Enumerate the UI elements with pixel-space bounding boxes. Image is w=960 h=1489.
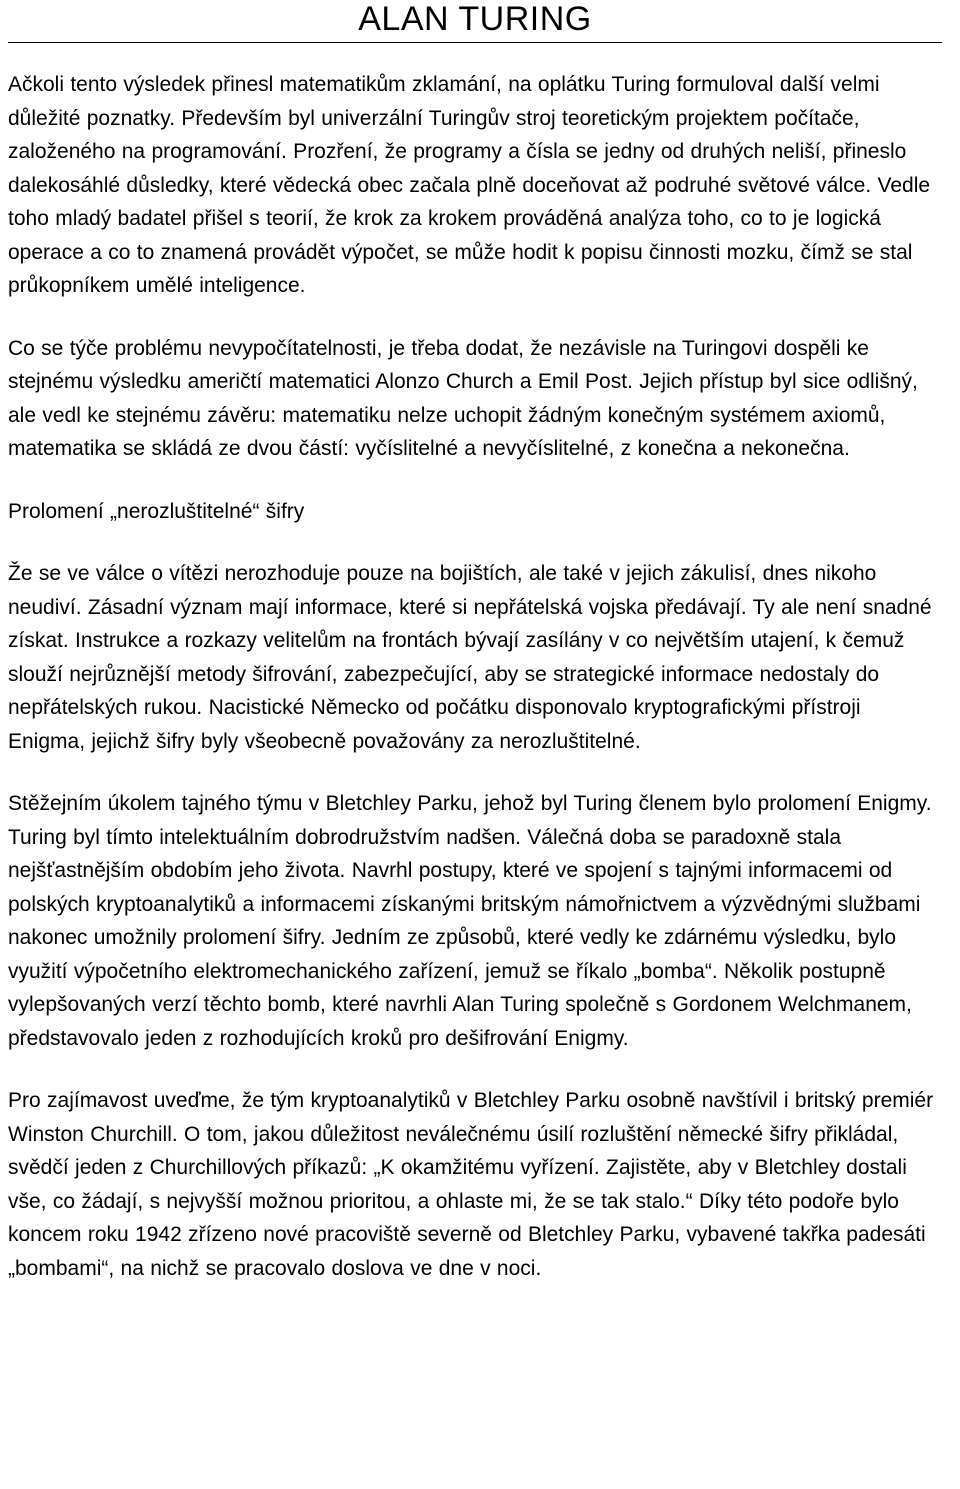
paragraph-enigma: Že se ve válce o vítězi nerozhoduje pouze na bojištích, ale také v jejich zákulisí, dnes nikoho neudiví. Zásadní význam mají informace, které si nepřátelská vojska předávají. Ty ale není snadné získat. Instrukce a rozkazy velitelům na frontách bývají zasílány v co největším utajení, k čemuž slouží nejrůznější metody šifrování, zabezpečující, aby se strategické informace nedostaly do nepřátelských rukou. Nacistické Německo od počátku disponovalo kryptografickými přístroji Enigma, jejichž šifry byly všeobecně považovány za nerozluštitelné. bbox=[8, 562, 932, 753]
title-divider bbox=[8, 42, 942, 43]
section-heading: Prolomení „nerozluštitelné“ šifry bbox=[8, 499, 305, 523]
paragraph-churchill: Pro zajímavost uveďme, že tým kryptoanalytiků v Bletchley Parku osobně navštívil i britský premiér Winston Churchill. O tom, jakou důležitost neválečnému úsilí rozluštění německé šifry přikládal, svědčí jeden z Churchillových příkazů: „K okamžitému vyřízení. Zajistěte, aby v Bletchley dostali vše, co žádají, s nejvyšší možnou prioritou, a ohlaste mi, že se tak stalo.“ Díky této podoře bylo koncem roku 1942 zřízeno nové pracoviště severně od Bletchley Parku, vybavené takřka padesáti „bombami“, na nichž se pracovalo doslova ve dne v noci. bbox=[8, 1089, 934, 1280]
paragraph-turing-machine: Ačkoli tento výsledek přinesl matematikům zklamání, na oplátku Turing formuloval další velmi důležité poznatky. Především byl univerzální Turingův stroj teoretickým projektem počítače, založeného na programování. Prozření, že programy a čísla se jedny od druhých neliší, přineslo dalekosáhlé důsledky, které vědecká obec začala plně doceňovat až podruhé světové válce. Vedle toho mladý badatel přišel s teorií, že krok za krokem prováděná analýza toho, co to je logická operace a co to znamená provádět výpočet, se může hodit k popisu činnosti mozku, čímž se stal průkopníkem umělé inteligence. bbox=[8, 73, 931, 297]
paragraph-uncomputability: Co se týče problému nevypočítatelnosti, je třeba dodat, že nezávisle na Turingovi dospěli ke stejnému výsledku američtí matematici Alonzo Church a Emil Post. Jejich přístup byl sice odlišný, ale vedl ke stejnému závěru: matematiku nelze uchopit žádným konečným systémem axiomů, matematika se skládá ze dvou částí: vyčíslitelné a nevyčíslitelné, z konečna a nekonečna. bbox=[8, 336, 918, 460]
paragraph-bletchley-park: Stěžejním úkolem tajného týmu v Bletchley Parku, jehož byl Turing členem bylo prolomení Enigmy. Turing byl tímto intelektuálním dobrodružstvím nadšen. Válečná doba se paradoxně stala nejšťastnějším obdobím jeho života. Navrhl postupy, které ve spojení s tajnými informacemi od polských kryptoanalytiků a informacemi získanými britským námořnictvem a výzvědnými službami nakonec umožnily prolomení šifry. Jedním ze způsobů, které vedly ke zdárnému výsledku, bylo využití výpočetního elektromechanického zařízení, jemuž se říkalo „bomba“. Několik postupně vylepšovaných verzí těchto bomb, které navrhli Alan Turing společně s Gordonem Welchmanem, představovalo jeden z rozhodujících kroků pro dešifrování Enigmy. bbox=[8, 792, 932, 1050]
document-title: ALAN TURING bbox=[358, 0, 592, 38]
